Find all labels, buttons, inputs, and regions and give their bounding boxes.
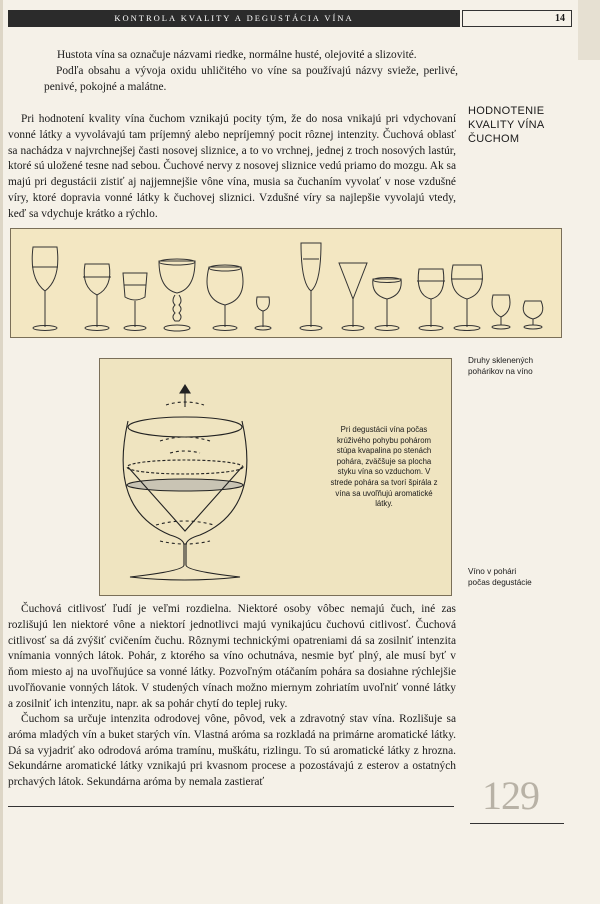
section1-paragraph: Pri hodnotení kvality vína čuchom vznikajú pocity tým, že do nosa vnikajú pri vdychovaní vonné látky a vyvolávajú tam príjemný alebo nepríjemný pocit rôznej intenzity. Čuchová oblasť sa nachádza v najvrchnejšej časti nosovej sliznice, a to vo vrchnej, jednej z troch nosových lastúr, ktoré sú uložené tesne nad sebou. Čuchové nervy z nosovej sliznice vedú priamo do mozgu. Ak sa majú pri degustácii zistiť aj najjemnejšie vône vína, musia sa čuchaním vyvolať v nose vzdušné víry, ktoré dopravia vonné látky k čuchovej sliznici. Vzdušné víry sa najlepšie vyvolajú vtedy, keď sa vdychuje krátko a rýchlo. <box>8 113 456 220</box>
heading-line-2: KVALITY VÍNA <box>468 119 545 131</box>
aroma-arrow-head <box>180 385 190 393</box>
section-heading <box>468 104 578 146</box>
heading-line-3: ČUCHOM <box>468 133 520 145</box>
intro-line-1: Hustota vína sa označuje názvami riedke, normálne husté, olejovité a slizovité. <box>57 49 417 61</box>
intro-line-2: Podľa obsahu a vývoja oxidu uhličitého vo víne sa používajú názvy svieže, perlivé, penivé, pokojné a malátne. <box>44 65 458 93</box>
wine-glasses-illustration <box>10 228 562 338</box>
section2-paragraph-1: Čuchová citlivosť ľudí je veľmi rozdielna. Niektoré osoby vôbec nemajú čuch, iné zas rozlišujú len niektoré vône a niektorí jednotlivci majú vynikajúcu čuchovú citlivosť. Čuchová citlivosť sa dá zvýšiť cvičením čuchu. Rôznymi technickými opatreniami dá sa zosilniť intenzita vnímania vonných látok. Pohár, z ktorého sa víno ochutnáva, nesmie byť plný, ale musí byť v ňom miesto aj na uvoľňujúce sa vonné látky. Pozvoľným otáčaním pohára sa dosiahne rýchlejšie uvoľňovanie vonných látok. V studených vínach možno miernym zohriatím uvoľniť vonné látky a zosilniť ich intenzitu, napr. ak sa pohár chytí do teplej ruky. <box>8 603 456 710</box>
header-page-label: 14 <box>462 10 572 27</box>
bottom-rule <box>8 806 454 807</box>
heading-line-1: HODNOTENIE <box>468 105 545 117</box>
glass-2 <box>83 264 111 331</box>
glass-4 <box>159 259 195 331</box>
running-header <box>0 0 600 36</box>
spiral-cone <box>128 467 242 531</box>
diagram-caption <box>468 566 564 588</box>
page-cut-edge <box>578 0 600 60</box>
glass-13 <box>523 301 543 329</box>
glass-1 <box>32 247 58 331</box>
large-glass-outline <box>123 421 247 580</box>
diagram-caption-line-1: Víno v pohári <box>468 567 517 576</box>
glass-12 <box>492 295 510 329</box>
glass-11 <box>451 265 483 331</box>
glass-5 <box>207 265 243 331</box>
glass-6 <box>255 297 271 330</box>
diagram-caption-line-2: počas degustácie <box>468 578 532 587</box>
diagram-description: Pri degustácii vína počas krúživého pohybu pohárom stúpa kvapalina po stenách pohára, zväčšuje sa plocha styku vína so vzduchom. V strede pohára sa tvorí špirála z vína sa uvoľňujú aromatické látky. <box>330 425 438 509</box>
glass-9 <box>373 278 401 331</box>
glass-10 <box>417 269 445 331</box>
glasses-caption-line-1: Druhy sklenených <box>468 356 534 365</box>
glasses-caption <box>468 355 564 377</box>
glass-3 <box>123 273 147 331</box>
section2-paragraph-2: Čuchom sa určuje intenzita odrodovej vône, pôvod, vek a zdravotný stav vína. Rozlišuje sa aróma mladých vín a buket starých vín. Vlastná aróma sa rozkladá na primárne aromatické látky. Dá sa vyjadriť ako odrodová aróma tramínu, muškátu, rizlingu. To sú aromatické látky z hrozna. Sekundárne aromatické látky vznikajú pri kvasnom procese a pozostávajú z esterov a ostatných prchavých látok. Sekundárna aróma by nemala zastierať <box>8 713 456 789</box>
glass-rim <box>128 417 242 437</box>
wine-swirl-diagram <box>99 358 452 596</box>
wine-surface-upper <box>127 460 243 474</box>
glasses-caption-line-2: pohárikov na víno <box>468 367 533 376</box>
footer-rule <box>470 823 564 824</box>
wine-glasses-drawing <box>11 229 563 339</box>
aroma-swirls <box>160 402 210 453</box>
header-title: KONTROLA KVALITY A DEGUSTÁCIA VÍNA <box>114 13 354 23</box>
page-number: 129 <box>482 773 539 818</box>
page-left-edge <box>0 0 3 904</box>
glass-8 <box>339 263 367 331</box>
glass-7 <box>300 243 322 331</box>
